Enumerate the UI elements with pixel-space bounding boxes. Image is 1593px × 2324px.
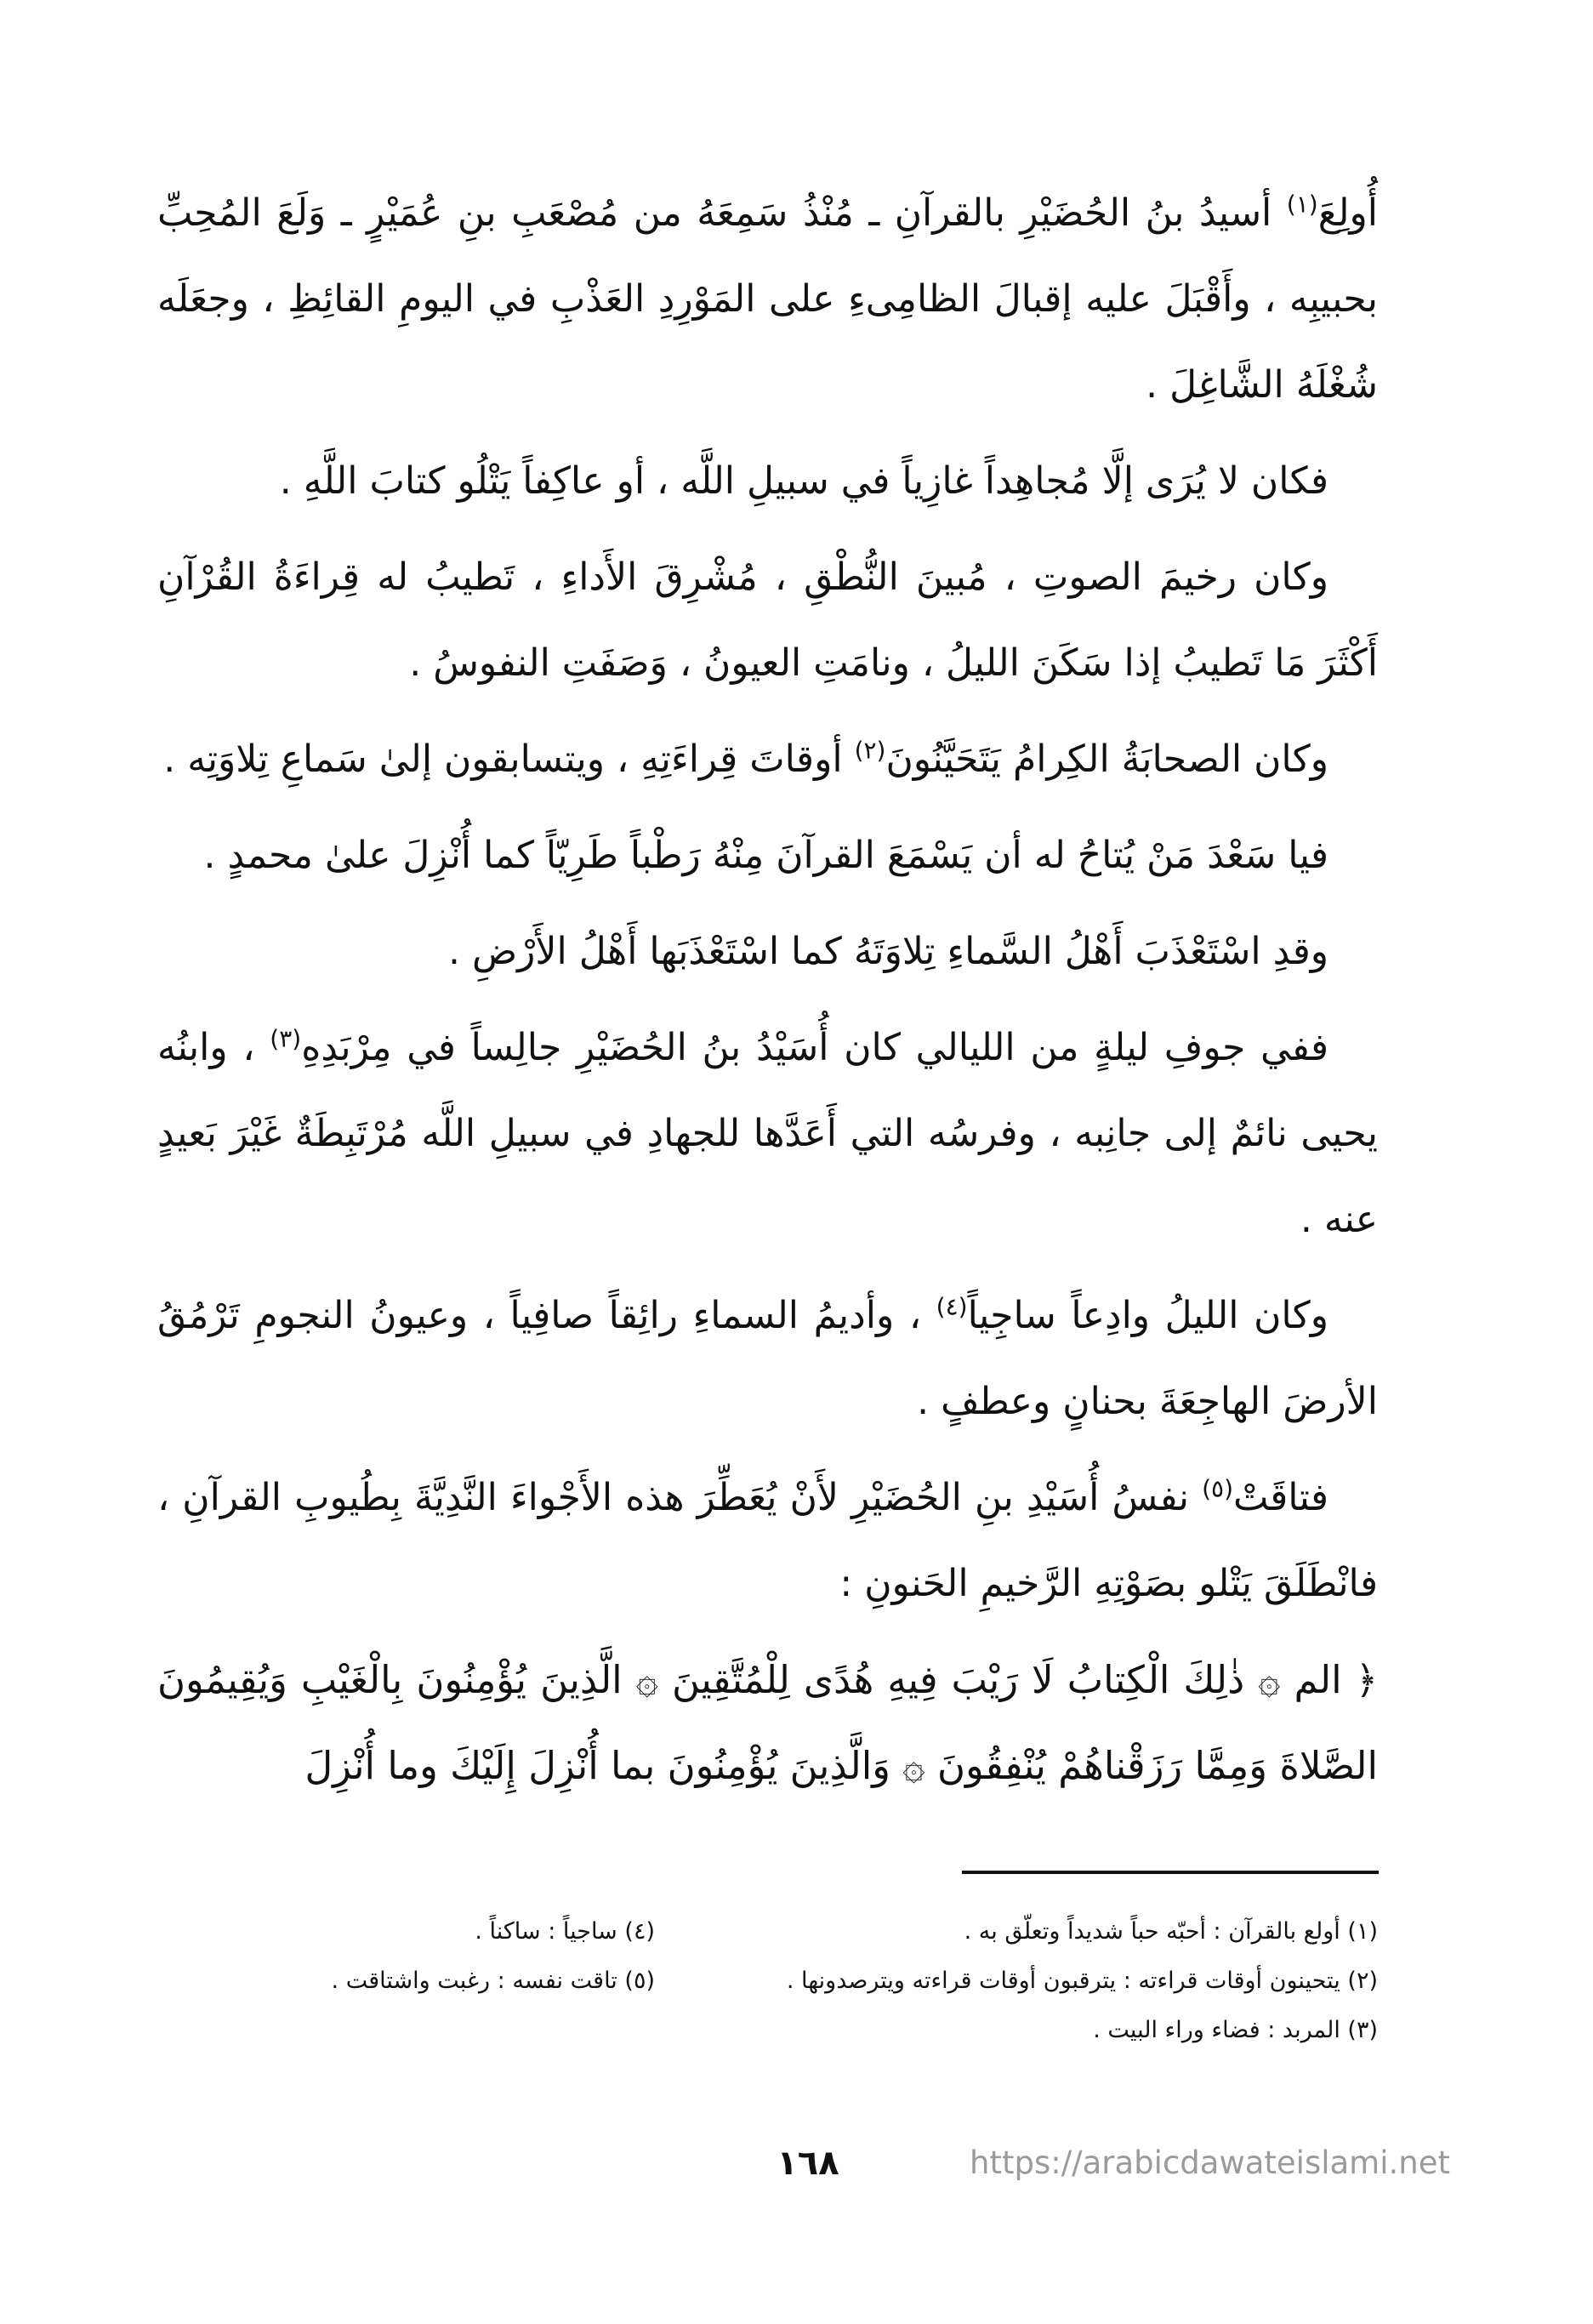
footnote-marker-1: (١) [1286,190,1318,219]
footnote-4: (٤) ساجياً : ساكناً . [475,1918,655,1945]
footnote-row-3 [170,2006,1378,2055]
footnote-3: (٣) المربد : فضاء وراء البيت . [1093,2017,1378,2043]
paragraph-5: فيا سَعْدَ مَنْ يُتاحُ له أن يَسْمَعَ القرآنَ مِنْهُ رَطْباً طَرِيّاً كما أُنْزِلَ علىٰ محمدٍ . [203,834,1328,877]
paragraph-7 [157,1005,1378,1262]
page-number: ١٦٨ [777,2144,839,2183]
main-text [157,170,1378,1819]
footnote-1: (١) أولع بالقرآن : أحبّه حباً شديداً وتعلّق به . [964,1918,1378,1945]
paragraph-4-rest: أوقاتَ قِراءَتِهِ ، ويتسابقون إلىٰ سَماعِ تِلاوَتِه . [163,738,855,781]
footnote-row-1 [170,1907,1378,1957]
paragraph-1-rest: أسيدُ بنُ الحُضَيْرِ بالقرآنِ ـ مُنْذُ سَمِعَهُ من مُصْعَبِ بنِ عُمَيْرٍ ـ وَلَعَ المُحِبِّ بحبيبِه ، وأَقْبَلَ عليه إقبالَ الظامِىءِ على المَوْرِدِ العَذْبِ في اليومِ القائِظِ ، وجعَلَه شُغْلَهُ الشَّاغِلَ . [157,191,1378,407]
paragraph-9-text: فتاقَتْ [1233,1476,1328,1519]
footnote-2: (٢) يتحينون أوقات قراءته : يترقبون أوقات قراءته ويترصدونها . [786,1968,1378,1994]
footnotes [170,1907,1378,2055]
footnote-marker-4: (٤) [936,1292,968,1321]
paragraph-2: فكان لا يُرَى إلَّا مُجاهِداً غازِياً في سبيلِ اللَّه ، أو عاكِفاً يَتْلُو كتابَ اللَّهِ . [279,459,1328,503]
watermark-url: https://arabicdawateislami.net [970,2145,1450,2181]
footnote-marker-2: (٢) [854,736,886,765]
paragraph-4-text: وكان الصحابَةُ الكِرامُ يَتَحَيَّنُونَ [885,738,1328,781]
footnote-row-2 [170,1957,1378,2006]
footnote-empty [170,2006,655,2055]
paragraph-3: وكان رخيمَ الصوتِ ، مُبينَ النُّطْقِ ، مُشْرِقَ الأَداءِ ، تَطيبُ له قِراءَةُ القُرْآنِ أَكْثَرَ مَا تَطيبُ إذا سَكَنَ الليلُ ، ونامَتِ العيونُ ، وَصَفَتِ النفوسُ . [157,555,1378,685]
paragraph-8 [157,1273,1378,1444]
paragraph-6: وقدِ اسْتَعْذَبَ أَهْلُ السَّماءِ تِلاوَتَهُ كما اسْتَعْذَبَها أَهْلُ الأَرْضِ . [447,930,1328,973]
footnote-5: (٥) تاقت نفسه : رغبت واشتاقت . [331,1968,655,1994]
quran-verse: ﴿ الم ۞ ذٰلِكَ الْكِتابُ لَا رَيْبَ فِيهِ هُدًى لِلْمُتَّقِينَ ۞ الَّذِينَ يُؤْمِنُونَ بِالْغَيْبِ وَيُقِيمُونَ الصَّلاةَ وَمِمَّا رَزَقْناهُمْ يُنْفِقُونَ ۞ وَالَّذِينَ يُؤْمِنُونَ بما أُنْزِلَ إِلَيْكَ وما أُنْزِلَ [157,1657,1378,1788]
paragraph-1-text: أُولِعَ [1317,191,1378,235]
footnote-marker-3: (٣) [270,1024,302,1053]
paragraph-4 [157,716,1378,802]
paragraph-8-rest: ، وأديمُ السماءِ رائِقاً صافِياً ، وعيونُ النجومِ تَرْمُقُ الأرضَ الهاجِعَةَ بحنانٍ وعطفٍ . [157,1294,1378,1423]
paragraph-9 [157,1455,1378,1626]
paragraph-8-text: وكان الليلُ وادِعاً ساجِياً [967,1294,1328,1337]
footnote-marker-5: (٥) [1202,1474,1234,1503]
footnote-divider [962,1871,1379,1874]
paragraph-7-text: ففي جوفِ ليلةٍ من الليالي كان أُسَيْدُ بنُ الحُضَيْرِ جالِساً في مِرْبَدِهِ [301,1026,1328,1069]
paragraph-7-rest: ، وابنُه يحيى نائمٌ إلى جانِبه ، وفرسُه التي أَعَدَّها للجهادِ في سبيلِ اللَّه مُرْتَبِطَةٌ غَيْرَ بَعيدٍ عنه . [157,1026,1378,1241]
paragraph-1 [157,170,1378,428]
paragraph-9-rest: نفسُ أُسَيْدِ بنِ الحُضَيْرِ لأَنْ يُعَطِّرَ هذه الأَجْواءَ النَّدِيَّةَ بِطُيوبِ القرآنِ ، فانْطَلَقَ يَتْلو بصَوْتِهِ الرَّخيمِ الحَنونِ : [157,1476,1378,1605]
